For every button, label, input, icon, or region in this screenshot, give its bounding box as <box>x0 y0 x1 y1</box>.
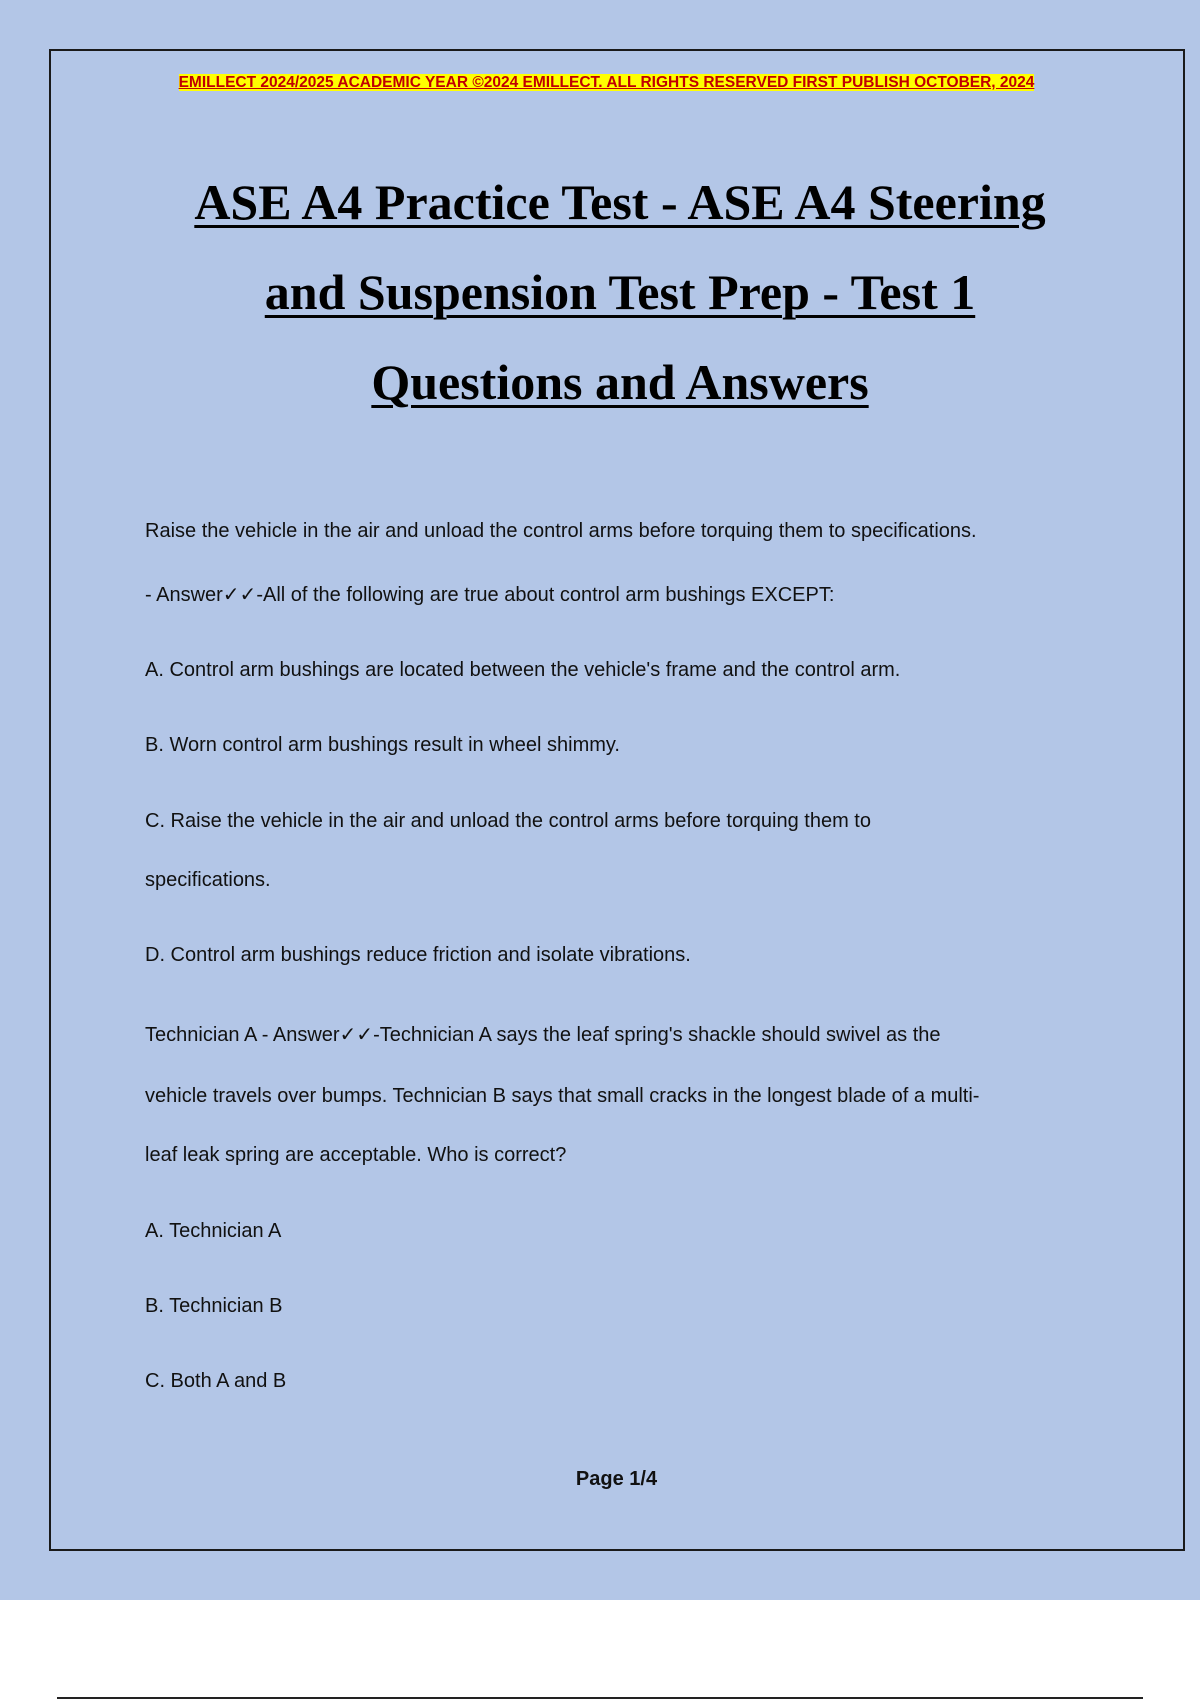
title-line-2: and Suspension Test Prep - Test 1 <box>264 264 976 320</box>
document-title <box>140 160 1100 430</box>
question-text-line: - Answer✓✓-All of the following are true about control arm bushings EXCEPT: <box>145 584 835 606</box>
option-a: A. Technician A <box>145 1220 282 1242</box>
option-b: B. Worn control arm bushings result in wheel shimmy. <box>145 734 620 756</box>
title-line-1: ASE A4 Practice Test - ASE A4 Steering <box>194 174 1046 230</box>
option-c: C. Raise the vehicle in the air and unload the control arms before torquing them to <box>145 810 871 832</box>
question-text-line: Technician A - Answer✓✓-Technician A says the leaf spring's shackle should swivel as the <box>145 1024 941 1046</box>
bottom-divider <box>57 1697 1143 1699</box>
question-text-line: leaf leak spring are acceptable. Who is correct? <box>145 1144 567 1166</box>
copyright-banner <box>146 73 1067 97</box>
option-d: D. Control arm bushings reduce friction and isolate vibrations. <box>145 944 691 966</box>
question-text-line: vehicle travels over bumps. Technician B says that small cracks in the longest blade of a multi- <box>145 1085 980 1107</box>
option-b: B. Technician B <box>145 1295 283 1317</box>
option-c-continued: specifications. <box>145 869 271 891</box>
copyright-text: EMILLECT 2024/2025 ACADEMIC YEAR ©2024 EMILLECT. ALL RIGHTS RESERVED FIRST PUBLISH OCTOBER, 2024 <box>178 74 1035 91</box>
page-number: Page 1/4 <box>575 1468 658 1490</box>
answer-text-line: Raise the vehicle in the air and unload the control arms before torquing them to specifications. <box>145 520 977 542</box>
option-c: C. Both A and B <box>145 1370 287 1392</box>
title-line-3: Questions and Answers <box>371 354 869 410</box>
option-a: A. Control arm bushings are located between the vehicle's frame and the control arm. <box>145 659 901 681</box>
